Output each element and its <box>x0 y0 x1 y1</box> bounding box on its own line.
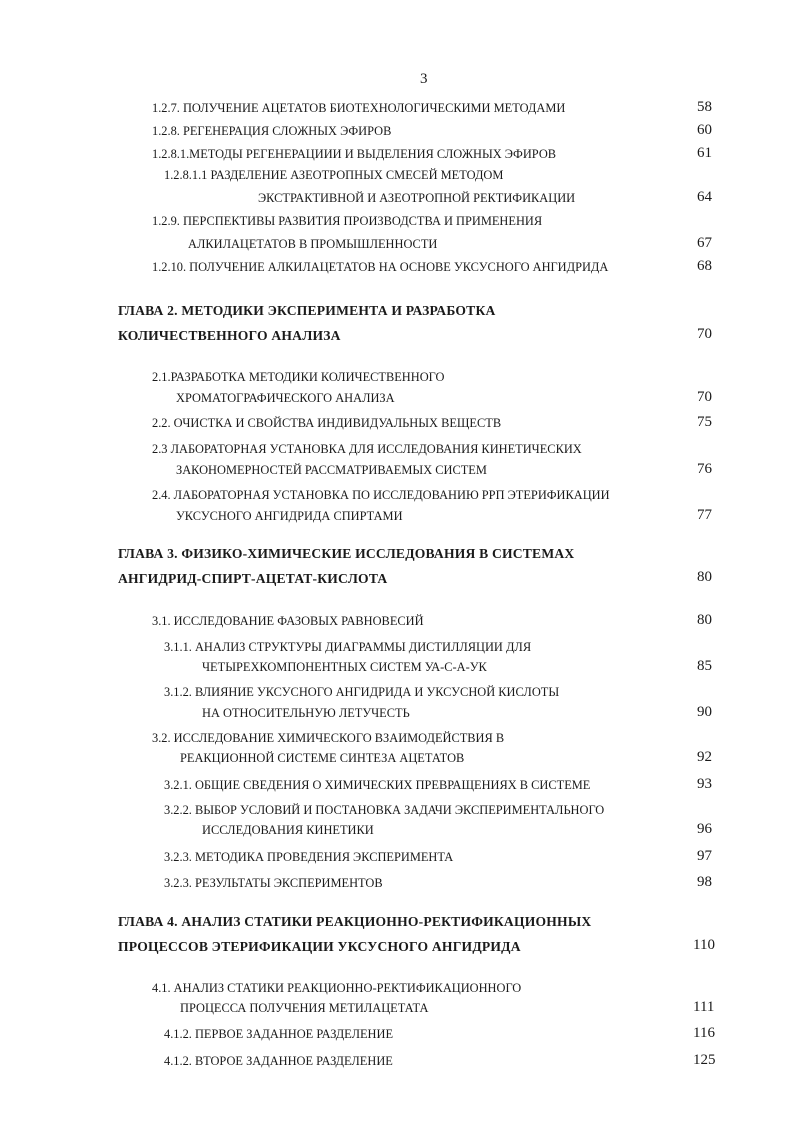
chapter-heading-cont: АНГИДРИД-СПИРТ-АЦЕТАТ-КИСЛОТА <box>118 571 388 586</box>
toc-entry-title: 3.2.3. РЕЗУЛЬТАТЫ ЭКСПЕРИМЕНТОВ <box>164 876 383 890</box>
chapter-heading: ГЛАВА 4. АНАЛИЗ СТАТИКИ РЕАКЦИОННО-РЕКТИФИКАЦИОННЫХ <box>118 914 592 929</box>
toc-page-number: 58 <box>697 99 712 115</box>
toc-entry-title: 2.3 ЛАБОРАТОРНАЯ УСТАНОВКА ДЛЯ ИССЛЕДОВАНИЯ КИНЕТИЧЕСКИХ <box>152 442 582 456</box>
toc-entry-title-cont: ЗАКОНОМЕРНОСТЕЙ РАССМАТРИВАЕМЫХ СИСТЕМ <box>176 463 487 477</box>
toc-entry-title: 1.2.10. ПОЛУЧЕНИЕ АЛКИЛАЦЕТАТОВ НА ОСНОВЕ УКСУСНОГО АНГИДРИДА <box>152 260 609 274</box>
toc-page-number: 110 <box>693 937 715 953</box>
toc-page-number: 64 <box>697 189 712 205</box>
toc-page-number: 125 <box>693 1052 716 1068</box>
toc-entry-title: 4.1.2. ПЕРВОЕ ЗАДАННОЕ РАЗДЕЛЕНИЕ <box>164 1027 394 1041</box>
toc-entry-title: 2.2. ОЧИСТКА И СВОЙСТВА ИНДИВИДУАЛЬНЫХ ВЕЩЕСТВ <box>152 416 502 430</box>
toc-page-number: 70 <box>697 389 712 405</box>
toc-page-number: 68 <box>697 258 712 274</box>
toc-entry-title-cont: ХРОМАТОГРАФИЧЕСКОГО АНАЛИЗА <box>176 391 395 405</box>
page-number: 3 <box>420 71 428 87</box>
toc-entry-title: 3.2.3. МЕТОДИКА ПРОВЕДЕНИЯ ЭКСПЕРИМЕНТА <box>164 850 454 864</box>
toc-entry-title: 2.1.РАЗРАБОТКА МЕТОДИКИ КОЛИЧЕСТВЕННОГО <box>152 370 445 384</box>
toc-entry-title: 3.2.2. ВЫБОР УСЛОВИЙ И ПОСТАНОВКА ЗАДАЧИ ЭКСПЕРИМЕНТАЛЬНОГО <box>164 803 605 817</box>
toc-page-number: 116 <box>693 1025 715 1041</box>
toc-entry-title: 3.1. ИССЛЕДОВАНИЕ ФАЗОВЫХ РАВНОВЕСИЙ <box>152 614 424 628</box>
toc-entry-title-cont: ПРОЦЕССА ПОЛУЧЕНИЯ МЕТИЛАЦЕТАТА <box>180 1001 429 1015</box>
toc-entry-title: 3.1.1. АНАЛИЗ СТРУКТУРЫ ДИАГРАММЫ ДИСТИЛЛЯЦИИ ДЛЯ <box>164 640 532 654</box>
toc-entry-title: 1.2.8.1.1 РАЗДЕЛЕНИЕ АЗЕОТРОПНЫХ СМЕСЕЙ МЕТОДОМ <box>164 168 504 182</box>
toc-entry-title: 1.2.7. ПОЛУЧЕНИЕ АЦЕТАТОВ БИОТЕХНОЛОГИЧЕСКИМИ МЕТОДАМИ <box>152 101 566 115</box>
toc-entry-title: 1.2.8.1.МЕТОДЫ РЕГЕНЕРАЦИИИ И ВЫДЕЛЕНИЯ СЛОЖНЫХ ЭФИРОВ <box>152 147 557 161</box>
toc-page-number: 77 <box>697 507 712 523</box>
chapter-heading-cont: ПРОЦЕССОВ ЭТЕРИФИКАЦИИ УКСУСНОГО АНГИДРИДА <box>118 939 521 954</box>
toc-entry-title: 3.2.1. ОБЩИЕ СВЕДЕНИЯ О ХИМИЧЕСКИХ ПРЕВРАЩЕНИЯХ В СИСТЕМЕ <box>164 778 591 792</box>
toc-entry-title-cont: УКСУСНОГО АНГИДРИДА СПИРТАМИ <box>176 509 403 523</box>
toc-entry-title-cont: РЕАКЦИОННОЙ СИСТЕМЕ СИНТЕЗА АЦЕТАТОВ <box>180 751 465 765</box>
toc-entry-title: 2.4. ЛАБОРАТОРНАЯ УСТАНОВКА ПО ИССЛЕДОВАНИЮ РРП ЭТЕРИФИКАЦИИ <box>152 488 610 502</box>
toc-page-number: 111 <box>693 999 715 1015</box>
toc-entry-title: 4.1. АНАЛИЗ СТАТИКИ РЕАКЦИОННО-РЕКТИФИКАЦИОННОГО <box>152 981 522 995</box>
toc-page-number: 97 <box>697 848 712 864</box>
toc-page-number: 93 <box>697 776 712 792</box>
toc-page-number: 67 <box>697 235 712 251</box>
toc-page-number: 80 <box>697 569 712 585</box>
toc-page-number: 92 <box>697 749 712 765</box>
toc-entry-title: 1.2.9. ПЕРСПЕКТИВЫ РАЗВИТИЯ ПРОИЗВОДСТВА И ПРИМЕНЕНИЯ <box>152 214 543 228</box>
toc-entry-title: 3.1.2. ВЛИЯНИЕ УКСУСНОГО АНГИДРИДА И УКСУСНОЙ КИСЛОТЫ <box>164 685 560 699</box>
toc-entry-title-cont: ЧЕТЫРЕХКОМПОНЕНТНЫХ СИСТЕМ УА-С-А-УК <box>202 660 487 674</box>
toc-page-number: 85 <box>697 658 712 674</box>
chapter-heading: ГЛАВА 2. МЕТОДИКИ ЭКСПЕРИМЕНТА И РАЗРАБОТКА <box>118 303 496 318</box>
toc-page-number: 98 <box>697 874 712 890</box>
toc-page-number: 60 <box>697 122 712 138</box>
toc-entry-title-cont: АЛКИЛАЦЕТАТОВ В ПРОМЫШЛЕННОСТИ <box>188 237 438 251</box>
toc-entry-title-cont: ЭКСТРАКТИВНОЙ И АЗЕОТРОПНОЙ РЕКТИФИКАЦИИ <box>258 191 576 205</box>
toc-entry-title: 4.1.2. ВТОРОЕ ЗАДАННОЕ РАЗДЕЛЕНИЕ <box>164 1054 393 1068</box>
toc-entry-title-cont: ИССЛЕДОВАНИЯ КИНЕТИКИ <box>202 823 374 837</box>
toc-page-number: 80 <box>697 612 712 628</box>
chapter-heading: ГЛАВА 3. ФИЗИКО-ХИМИЧЕСКИЕ ИССЛЕДОВАНИЯ В СИСТЕМАХ <box>118 546 575 561</box>
toc-page-number: 75 <box>697 414 712 430</box>
toc-page-number: 61 <box>697 145 712 161</box>
toc-page-number: 96 <box>697 821 712 837</box>
toc-entry-title: 1.2.8. РЕГЕНЕРАЦИЯ СЛОЖНЫХ ЭФИРОВ <box>152 124 392 138</box>
chapter-heading-cont: КОЛИЧЕСТВЕННОГО АНАЛИЗА <box>118 328 341 343</box>
toc-entry-title: 3.2. ИССЛЕДОВАНИЕ ХИМИЧЕСКОГО ВЗАИМОДЕЙСТВИЯ В <box>152 731 505 745</box>
toc-page-number: 70 <box>697 326 712 342</box>
toc-page-number: 76 <box>697 461 712 477</box>
toc-entry-title-cont: НА ОТНОСИТЕЛЬНУЮ ЛЕТУЧЕСТЬ <box>202 706 410 720</box>
toc-page-number: 90 <box>697 704 712 720</box>
